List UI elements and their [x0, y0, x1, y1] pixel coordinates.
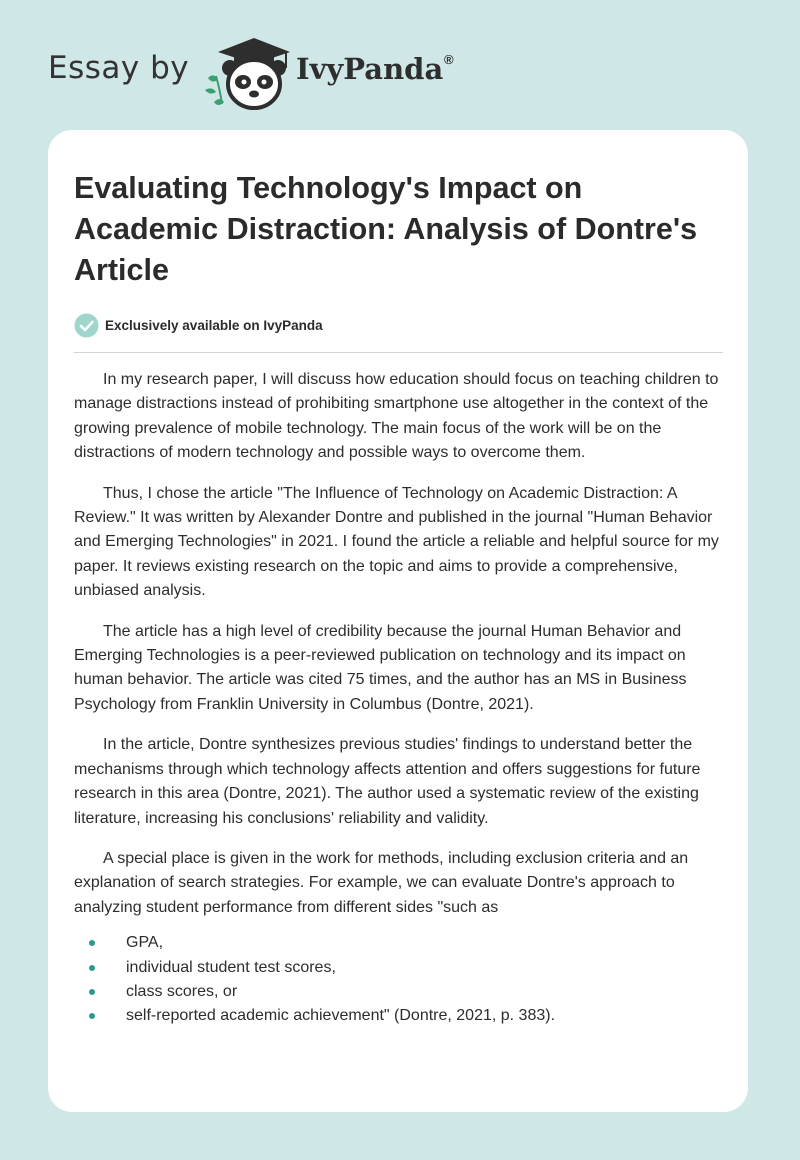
- essay-by-label: Essay by: [48, 50, 190, 86]
- divider: [74, 352, 723, 353]
- check-circle-icon: [74, 313, 99, 338]
- bullet-icon: [89, 1013, 95, 1019]
- registered-mark: ®: [444, 52, 454, 67]
- ivypanda-logo-icon[interactable]: [200, 32, 292, 112]
- list-item-text: individual student test scores,: [126, 958, 336, 976]
- essay-card: [48, 130, 748, 1112]
- list-item-text: self-reported academic achievement" (Dontre, 2021, p. 383).: [126, 1007, 556, 1025]
- list-item-text: GPA,: [126, 934, 164, 952]
- list-item: [74, 1004, 722, 1028]
- exclusive-badge: [74, 313, 722, 338]
- bullet-icon: [89, 989, 95, 995]
- bullet-icon: [89, 940, 95, 946]
- essay-title: Evaluating Technology's Impact on Academic Distraction: Analysis of Dontre's Article: [74, 171, 698, 287]
- paragraph: The article has a high level of credibility because the journal Human Behavior and Emerging Technologies is a peer-reviewed publication on technology and its impact on human behavior. The article was cited 75 times, and the author has an MS in Business Psychology from Franklin University in Columbus (Dontre, 2021).: [74, 622, 687, 713]
- bullet-icon: [89, 965, 95, 971]
- site-header: [48, 32, 648, 112]
- list-item: [74, 931, 722, 955]
- brand-name: IvyPanda: [296, 52, 444, 86]
- paragraph: In the article, Dontre synthesizes previous studies' findings to understand better the mechanisms through which technology affects attention and offers suggestions for future research in this area (Dontre, 2021). The author used a systematic review of the existing literature, increasing his conclusions' reliability and validity.: [74, 736, 701, 827]
- list-item: [74, 980, 722, 1004]
- exclusive-badge-label: Exclusively available on IvyPanda: [105, 318, 323, 333]
- list-item: [74, 956, 722, 980]
- list-item-text: class scores, or: [126, 982, 238, 1000]
- paragraph: A special place is given in the work for methods, including exclusion criteria and an explanation of search strategies. For example, we can evaluate Dontre's approach to analyzing student performance from different sides "such as: [74, 849, 689, 916]
- paragraph: Thus, I chose the article "The Influence of Technology on Academic Distraction: A Review." It was written by Alexander Dontre and published in the journal "Human Behavior and Emerging Technologies" in 2021. I found the article a reliable and helpful source for my paper. It reviews existing research on the topic and aims to provide a comprehensive, unbiased analysis.: [74, 484, 719, 600]
- essay-body: [74, 368, 722, 1029]
- bullet-list: [74, 931, 722, 1029]
- paragraph: In my research paper, I will discuss how education should focus on teaching children to manage distractions instead of prohibiting smartphone use altogether in the context of the growing prevalence of mobile technology. The main focus of the work will be on the distractions of modern technology and possible ways to overcome them.: [74, 371, 719, 462]
